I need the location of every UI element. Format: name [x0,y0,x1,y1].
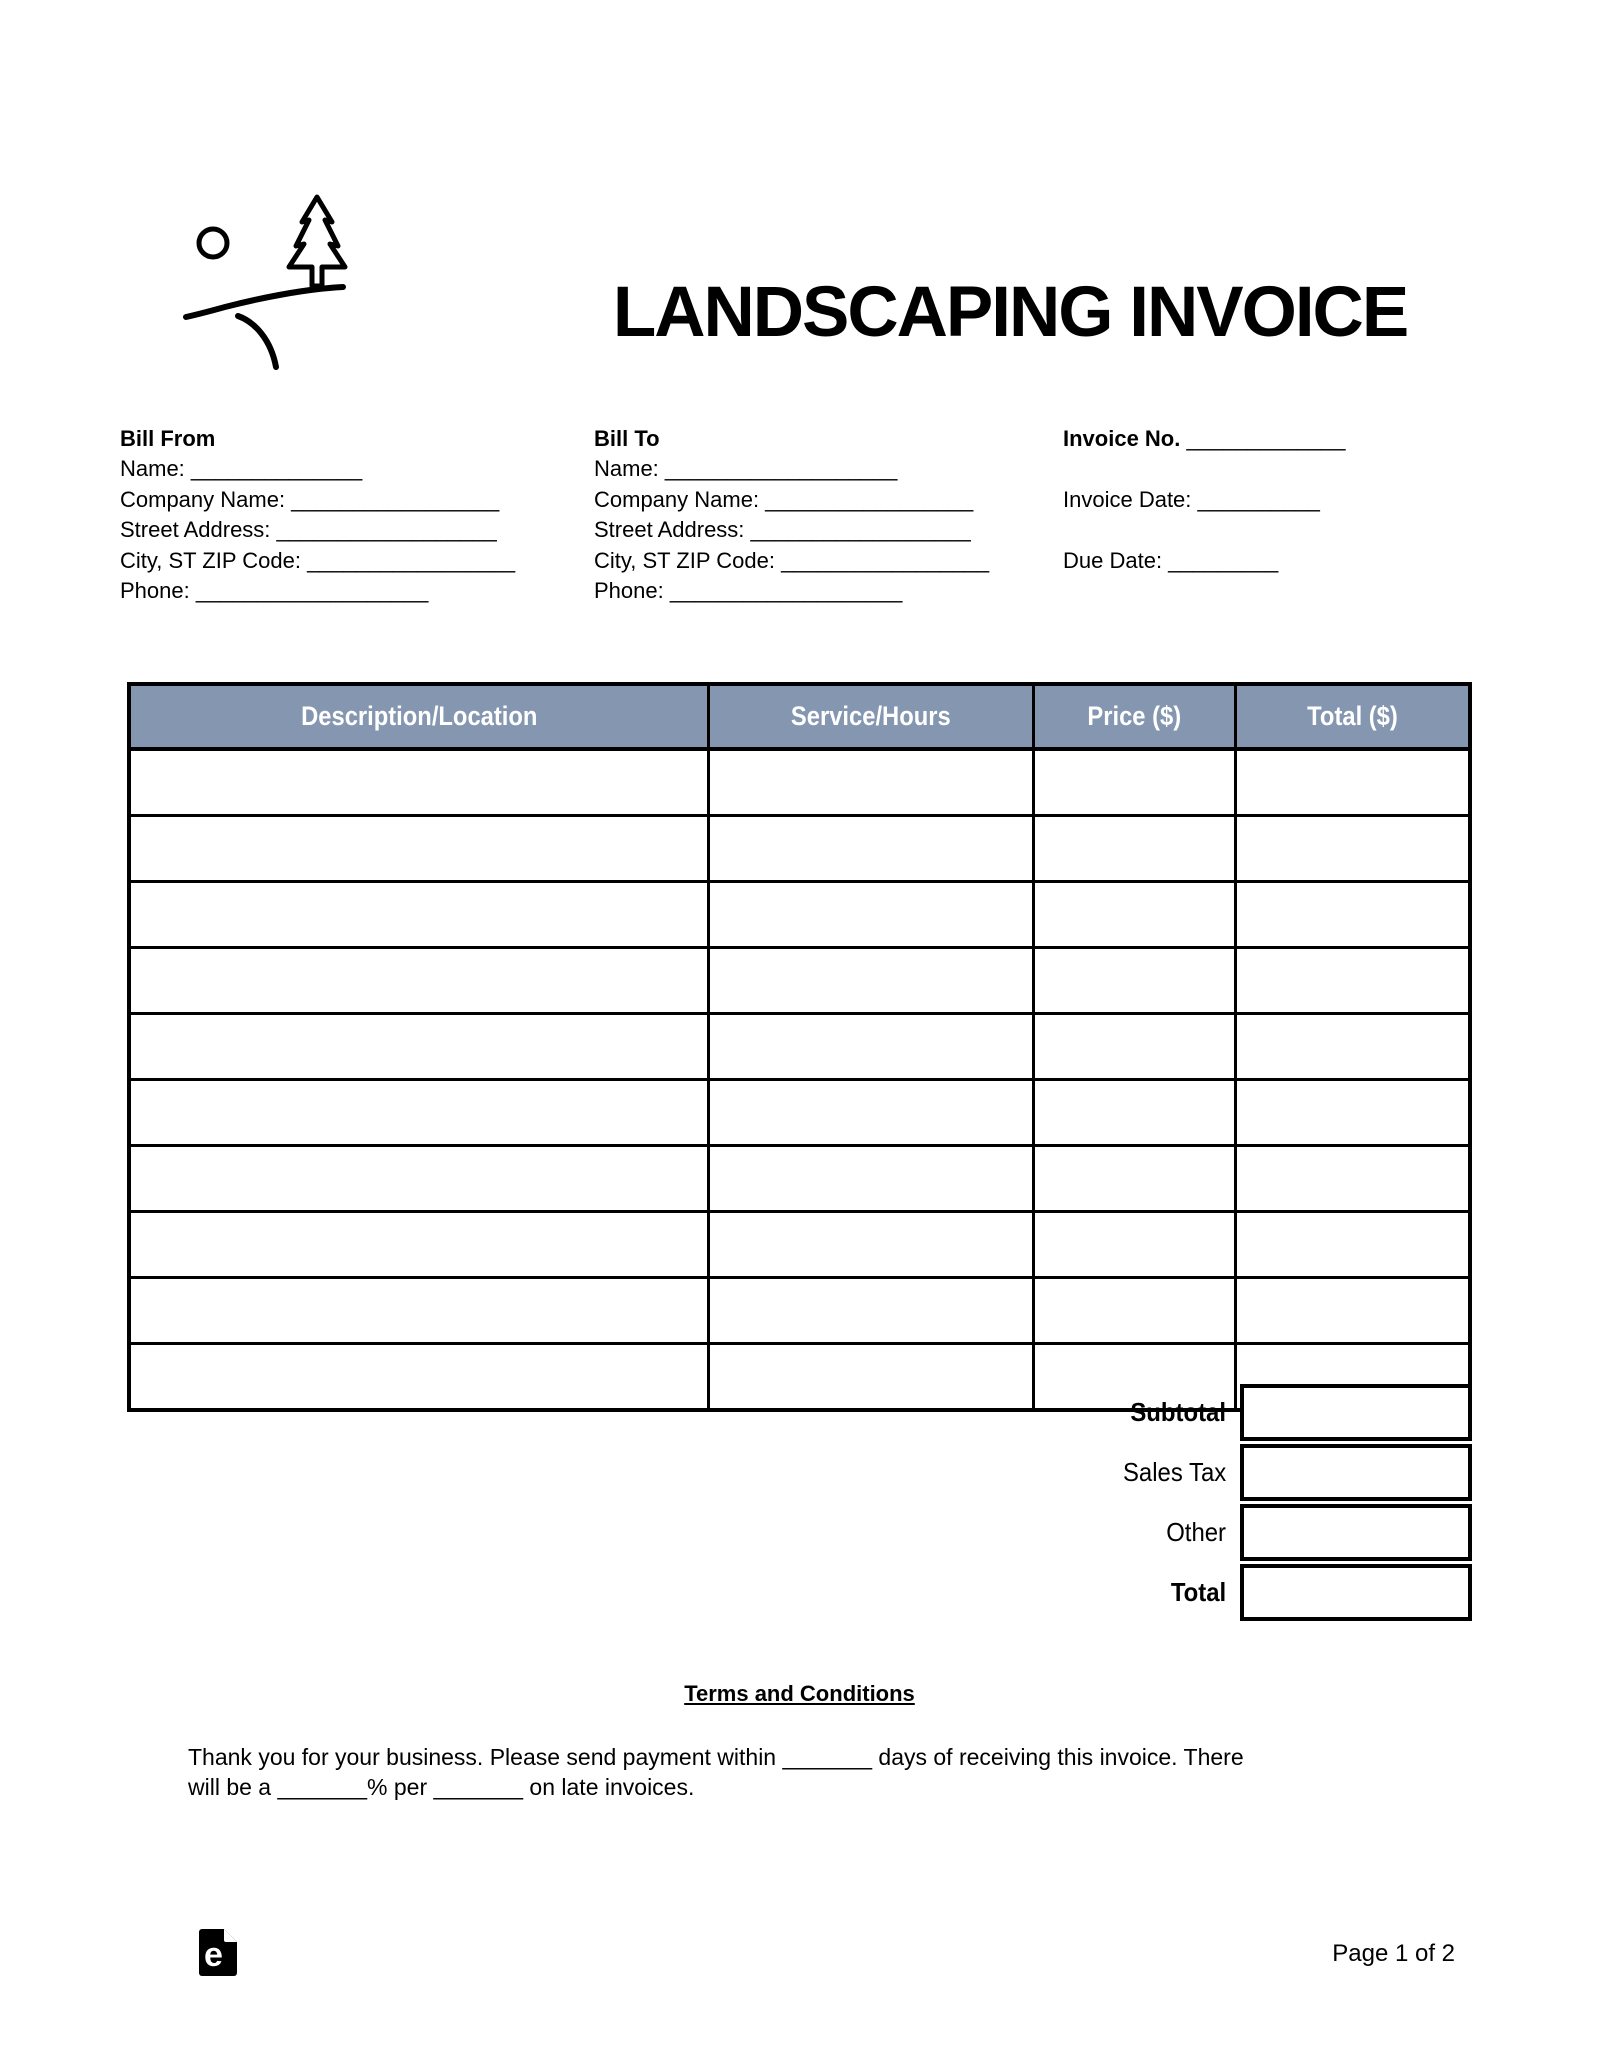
table-header-row [131,686,1468,751]
field-line: City, ST ZIP Code: _________________ [594,547,990,573]
header-total: Total ($) [1307,701,1398,731]
table-cell [710,1213,1035,1276]
invoice-meta-block [1063,424,1346,576]
invoice-number-label: Invoice No. [1063,426,1181,451]
invoice-date-line: Invoice Date: __________ [1063,486,1320,512]
table-cell [1035,1213,1237,1276]
invoice-table-body [131,751,1468,1408]
summary-row [127,1504,1472,1561]
summary-value-box [1240,1504,1472,1561]
terms-line: will be a _______% per _______ on late invoices. [188,1774,695,1800]
summary-section [127,1384,1472,1624]
table-cell [710,883,1035,946]
table-cell [1237,949,1468,1012]
table-cell [1035,1081,1237,1144]
field-line: Phone: ___________________ [594,578,903,604]
bill-from-block [120,424,515,606]
summary-label: Other [1166,1517,1226,1547]
terms-heading: Terms and Conditions [684,1681,915,1706]
summary-value-box [1240,1564,1472,1621]
table-cell [1237,883,1468,946]
terms-paragraph [188,1742,1428,1802]
table-row [131,817,1468,883]
summary-row [127,1384,1472,1441]
table-cell [1237,1015,1468,1078]
summary-value-box [1240,1444,1472,1501]
pine-tree-icon [289,197,345,286]
table-cell [1237,1213,1468,1276]
table-cell [131,1081,710,1144]
table-cell [131,817,710,880]
table-cell [131,1147,710,1210]
table-row [131,1015,1468,1081]
header-price: Price ($) [1035,686,1237,747]
sun-icon [199,229,227,257]
due-date-line: Due Date: _________ [1063,547,1279,573]
table-cell [131,1015,710,1078]
summary-value-box [1240,1384,1472,1441]
table-cell [131,751,710,814]
header-description-location: Description/Location [131,686,710,747]
table-cell [710,1147,1035,1210]
invoice-number-line [1063,424,1346,454]
hill-curve-icon [238,316,276,367]
summary-row [127,1564,1472,1621]
page-number: Page 1 of 2 [1332,1940,1455,1967]
table-cell [131,949,710,1012]
summary-label: Subtotal [1130,1397,1226,1427]
table-cell [131,1279,710,1342]
table-cell [710,1015,1035,1078]
field-line: Company Name: _________________ [594,486,974,512]
summary-row [127,1444,1472,1501]
table-cell [710,949,1035,1012]
bill-from-heading: Bill From [120,426,216,451]
table-cell [1035,883,1237,946]
field-line: Company Name: _________________ [120,486,500,512]
table-cell [710,1081,1035,1144]
table-cell [1237,1147,1468,1210]
table-cell [710,817,1035,880]
table-cell [1237,1279,1468,1342]
table-row [131,751,1468,817]
table-row [131,1147,1468,1213]
table-cell [1035,751,1237,814]
table-cell [1237,1081,1468,1144]
invoice-number-blank: _____________ [1180,426,1346,451]
table-cell [1035,817,1237,880]
bill-from-fields [120,454,515,606]
table-cell [1035,1279,1237,1342]
field-line: Street Address: __________________ [120,517,497,543]
table-cell [1035,1147,1237,1210]
bill-to-fields [594,454,989,606]
field-line: Name: ______________ [120,456,363,482]
eforms-letter: e [204,1936,223,1974]
table-cell [1035,1015,1237,1078]
line-items-table [127,682,1472,1412]
table-cell [710,1279,1035,1342]
bill-to-block [594,424,989,606]
field-line: Street Address: __________________ [594,517,971,543]
header-service-hours: Service/Hours [710,686,1035,747]
table-cell [710,751,1035,814]
table-row [131,1081,1468,1147]
table-cell [131,883,710,946]
field-line: Name: ___________________ [594,456,898,482]
table-cell [1035,949,1237,1012]
summary-label: Sales Tax [1122,1457,1226,1487]
bill-to-heading: Bill To [594,426,660,451]
terms-line: Thank you for your business. Please send payment within _______ days of receiving this invoice. There [188,1744,1244,1770]
table-row [131,883,1468,949]
table-cell [1237,751,1468,814]
table-cell [1237,817,1468,880]
table-row [131,949,1468,1015]
table-row [131,1279,1468,1345]
hill-line-icon [186,287,343,317]
table-row [131,1213,1468,1279]
table-cell [131,1213,710,1276]
field-line: City, ST ZIP Code: _________________ [120,547,516,573]
eforms-logo-icon [199,1929,237,1981]
page-title: LANDSCAPING INVOICE [612,273,1408,352]
field-line: Phone: ___________________ [120,578,429,604]
summary-label: Total [1170,1577,1226,1607]
landscaping-logo-icon [145,190,355,385]
